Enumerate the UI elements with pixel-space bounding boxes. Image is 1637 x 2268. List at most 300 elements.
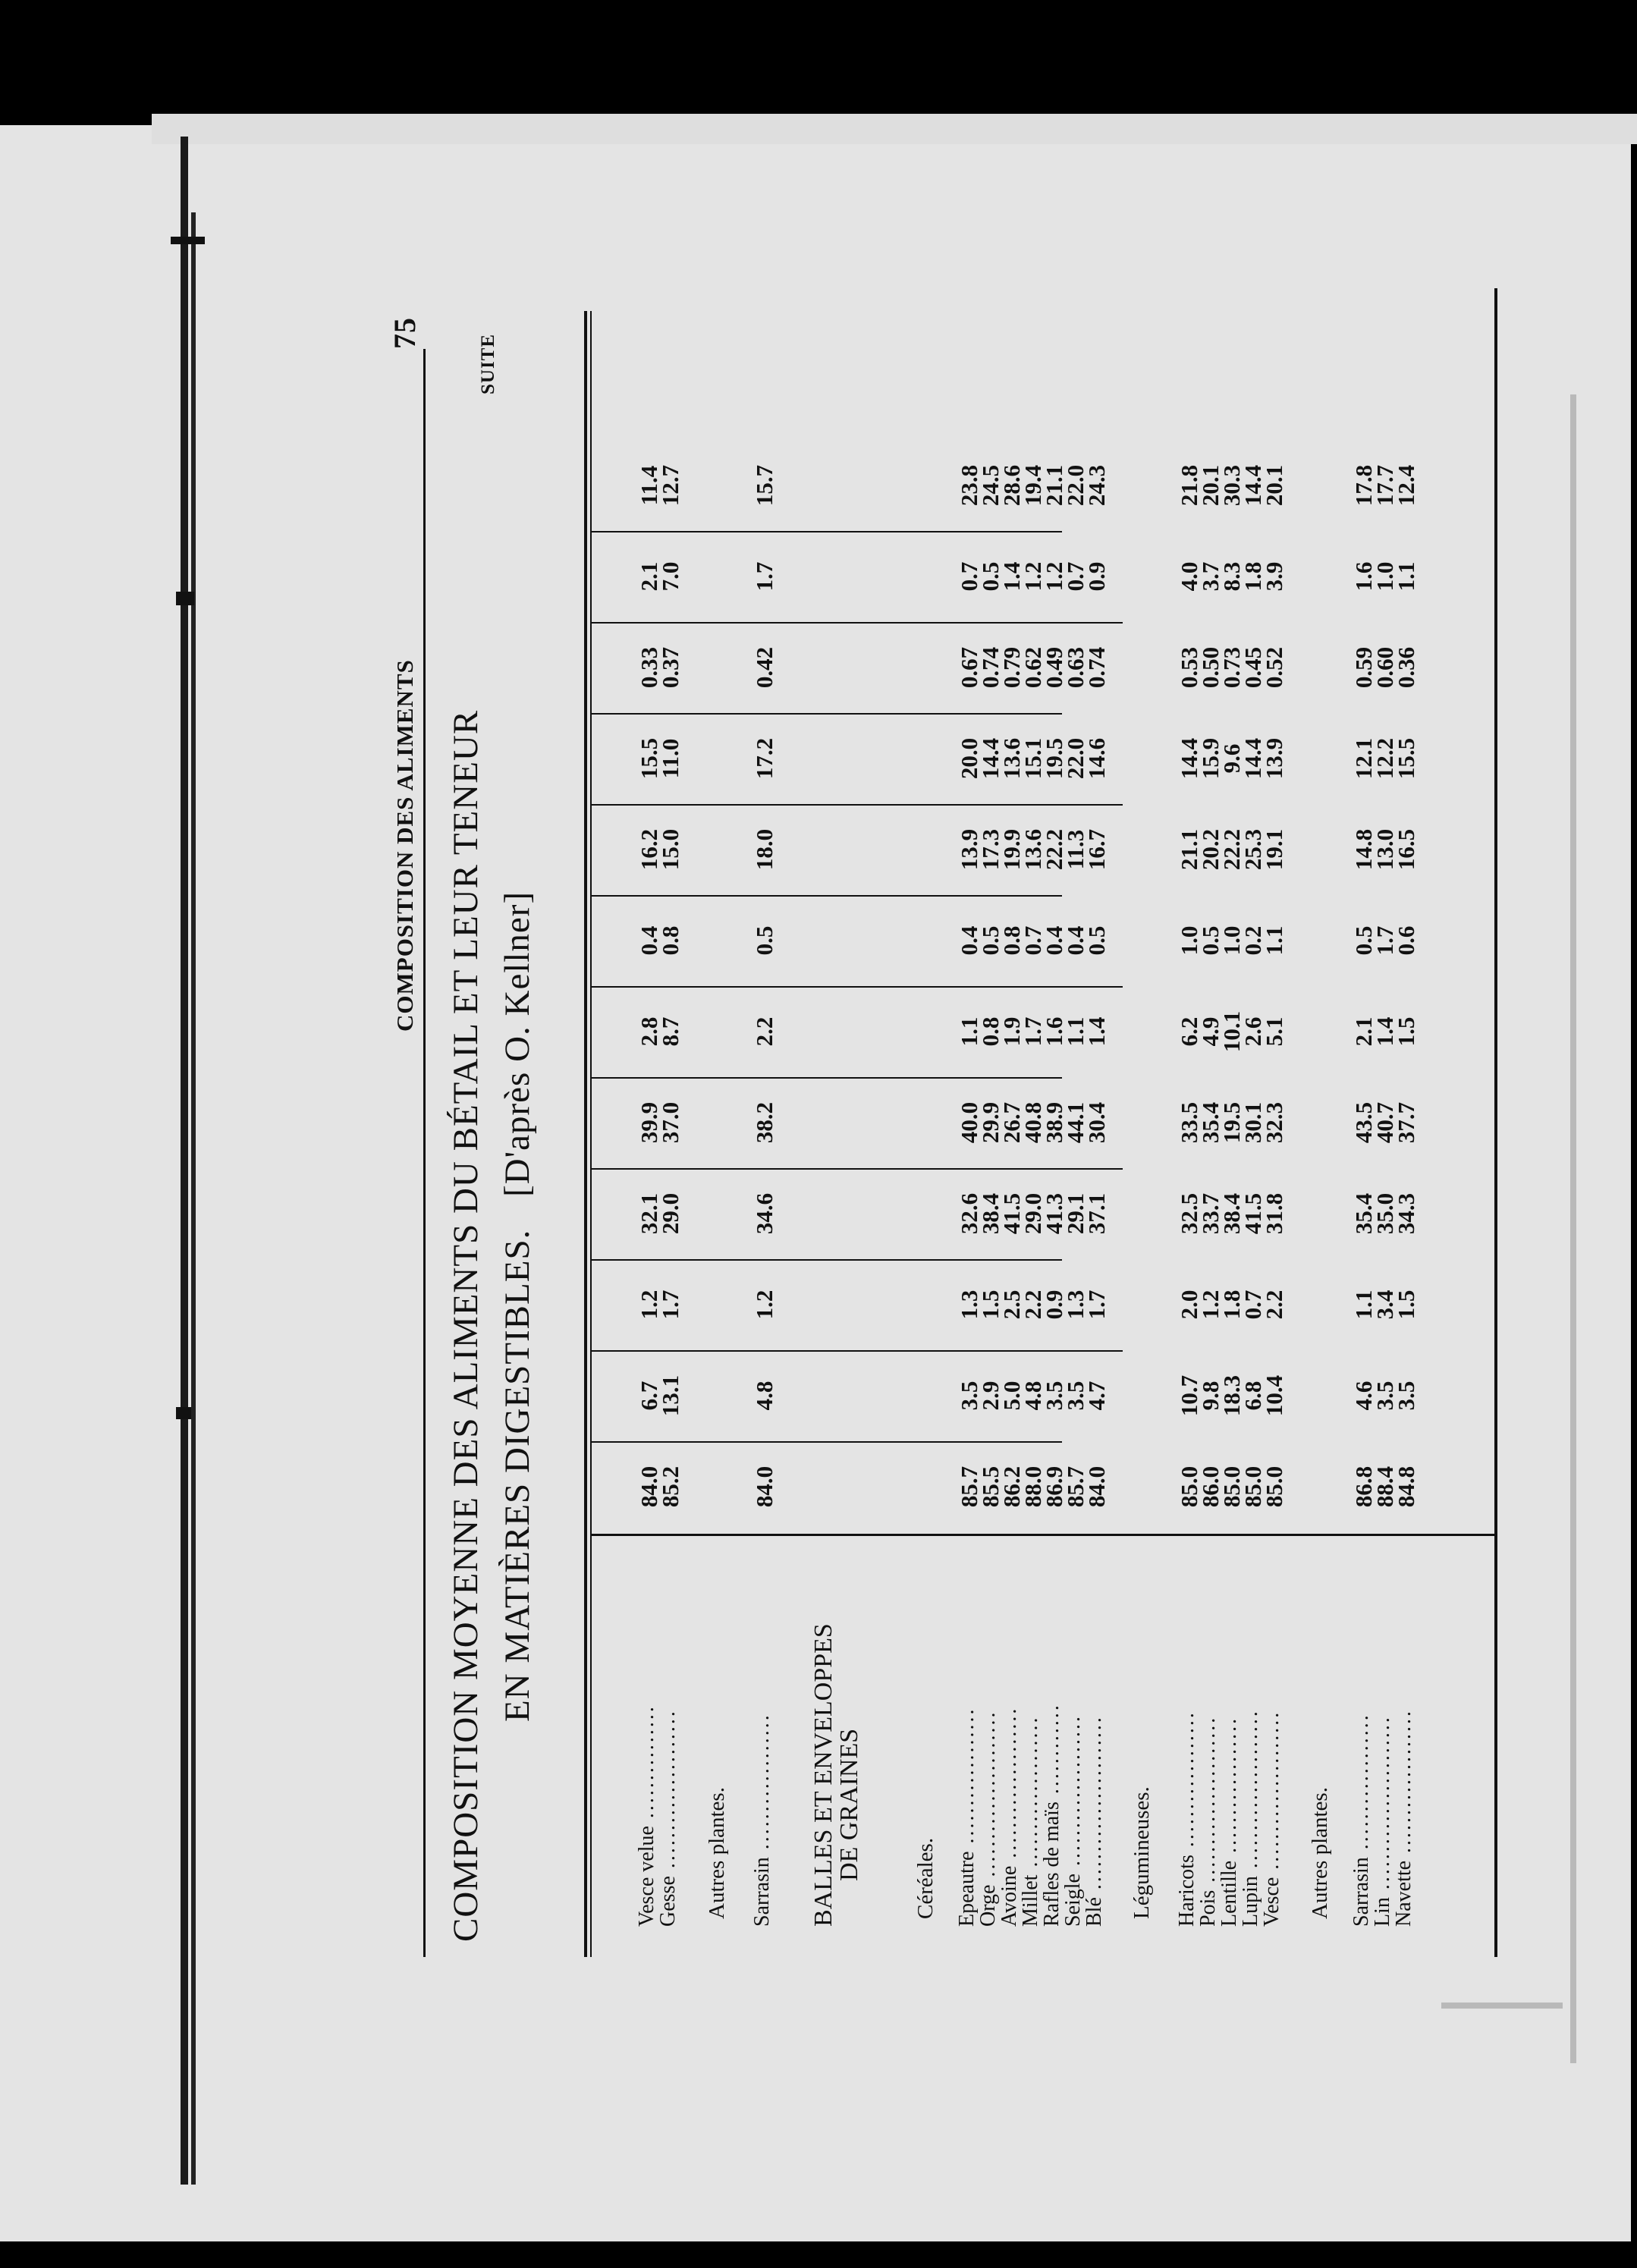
table-cell: 22.2	[1218, 828, 1245, 871]
table-cell: 0.79	[998, 646, 1025, 689]
table-cell: 38.2	[751, 1101, 778, 1144]
row-label-text: Avoine	[998, 1865, 1021, 1927]
table-cell: 1.0	[1176, 925, 1202, 956]
table-cell: 11.4	[636, 465, 662, 506]
table-cell: 2.0	[1176, 1289, 1202, 1320]
table-cell: 1.5	[1393, 1289, 1419, 1320]
row-label-text: Haricots	[1175, 1855, 1199, 1927]
table-title-line2: EN MATIÈRES DIGESTIBLES.	[498, 1229, 537, 1722]
table-cell: 0.8	[998, 925, 1025, 956]
table-cell: 0.53	[1176, 646, 1202, 689]
table-cell: 1.7	[1083, 1289, 1110, 1320]
table-cell: 16.2	[636, 828, 662, 871]
row-label	[1083, 1715, 1106, 1927]
table-cell: 0.74	[977, 646, 1004, 689]
table-cell: 30.3	[1218, 464, 1245, 507]
table-cell: 2.2	[751, 1016, 778, 1047]
table-cell: 3.5	[1041, 1381, 1067, 1411]
table-cell: 18.0	[751, 828, 778, 871]
row-label-text: Lupin	[1239, 1876, 1262, 1927]
table-cell: 25.3	[1240, 828, 1266, 871]
table-cell: 3.5	[1062, 1381, 1089, 1411]
row-label-text: BALLES ET ENVELOPPES	[809, 1623, 837, 1927]
table-cell: 13.0	[1371, 828, 1398, 871]
table-cell: 15.5	[1393, 737, 1419, 780]
table-cell: 85.0	[1218, 1465, 1245, 1508]
row-label	[751, 1713, 774, 1927]
table-cell: 21.8	[1176, 464, 1202, 507]
table-cell: 20.0	[956, 737, 982, 780]
table-cell: 2.6	[1240, 1016, 1266, 1047]
row-label-text: Seigle	[1061, 1874, 1085, 1927]
table-cell: 13.1	[657, 1374, 683, 1417]
column-rule	[592, 986, 1123, 988]
table-cell: 20.1	[1261, 464, 1287, 507]
table-cell: 88.4	[1371, 1465, 1398, 1508]
table-cell: 1.6	[1041, 1016, 1067, 1047]
table-cell: 4.0	[1176, 561, 1202, 592]
column-rule	[592, 895, 1062, 897]
table-cell: 14.4	[1240, 464, 1266, 507]
table-cell: 13.6	[998, 737, 1025, 780]
leader-dots: .......................	[1082, 1715, 1106, 1898]
table-cell: 0.62	[1020, 646, 1046, 689]
row-label-text: Pois	[1196, 1889, 1220, 1927]
table-cell: 40.8	[1020, 1101, 1046, 1144]
row-label-text: Epeautre	[955, 1851, 979, 1927]
table-cell: 20.1	[1197, 464, 1224, 507]
table-cell: 2.1	[1350, 1016, 1377, 1047]
table-cell: 38.4	[1218, 1192, 1245, 1235]
table-cell: 19.4	[1020, 464, 1046, 507]
row-label-text: Sarrasin	[750, 1857, 774, 1927]
row-label	[1350, 1713, 1373, 1927]
table-cell: 2.2	[1020, 1289, 1046, 1320]
table-cell: 44.1	[1062, 1101, 1089, 1144]
table-cell: 0.49	[1041, 646, 1067, 689]
table-cell: 1.8	[1240, 561, 1266, 592]
leader-dots: ....................	[998, 1706, 1021, 1866]
table-cell: 35.4	[1197, 1101, 1224, 1144]
row-label	[998, 1707, 1021, 1927]
section-heading	[836, 1729, 866, 1881]
table-cell: 41.5	[1240, 1192, 1266, 1235]
table-cell: 5.1	[1261, 1016, 1287, 1047]
table-cell: 1.8	[1218, 1289, 1245, 1320]
table-cell: 32.5	[1176, 1192, 1202, 1235]
table-bottom-rule	[1494, 288, 1497, 1957]
row-label-text: Lentille	[1218, 1860, 1241, 1927]
table-cell: 1.2	[1197, 1289, 1224, 1320]
column-rule	[592, 531, 1062, 532]
table-cell: 37.0	[657, 1101, 683, 1144]
table-cell: 1.0	[1218, 925, 1245, 956]
table-cell: 7.0	[657, 561, 683, 592]
row-label-text: Gesse	[656, 1876, 680, 1927]
table-cell: 0.50	[1197, 646, 1224, 689]
table-cell: 1.2	[636, 1289, 662, 1320]
table-cell: 38.4	[977, 1192, 1004, 1235]
table-cell: 26.7	[998, 1101, 1025, 1144]
row-label-text: Vesce velue	[635, 1826, 658, 1927]
table-cell: 84.0	[1083, 1465, 1110, 1508]
leader-dots: ..................	[955, 1707, 979, 1852]
row-label-text: Millet	[1019, 1874, 1042, 1927]
table-cell: 3.9	[1261, 561, 1287, 592]
table-cell: 0.5	[751, 925, 778, 956]
table-cell: 3.7	[1197, 561, 1224, 592]
table-cell: 11.3	[1062, 829, 1089, 870]
table-cell: 0.6	[1393, 925, 1419, 956]
table-cell: 0.4	[1062, 925, 1089, 956]
table-cell: 85.0	[1261, 1465, 1287, 1508]
page-crop-line	[1570, 394, 1576, 2063]
table-cell: 1.9	[998, 1016, 1025, 1047]
leader-dots: .....................	[1239, 1709, 1262, 1877]
table-cell: 23.8	[956, 464, 982, 507]
table-cell: 14.4	[1240, 737, 1266, 780]
table-cell: 86.2	[998, 1465, 1025, 1508]
table-cell: 85.0	[1176, 1465, 1202, 1508]
table-cell: 85.7	[956, 1465, 982, 1508]
table-cell: 0.9	[1041, 1289, 1067, 1320]
leader-dots: ...............	[635, 1704, 658, 1827]
table-cell: 10.7	[1176, 1374, 1202, 1417]
section-heading	[1309, 1787, 1331, 1919]
page-top-edge	[152, 114, 1637, 144]
table-cell: 1.1	[956, 1016, 982, 1047]
table-cell: 0.42	[751, 646, 778, 689]
row-label-text: Sarrasin	[1350, 1857, 1373, 1927]
table-cell: 15.5	[636, 737, 662, 780]
table-cell: 16.7	[1083, 828, 1110, 871]
table-cell: 30.1	[1240, 1101, 1266, 1144]
table-cell: 0.33	[636, 646, 662, 689]
row-label	[657, 1709, 680, 1927]
table-cell: 21.1	[1041, 464, 1067, 507]
leader-dots: .......................	[1371, 1715, 1394, 1898]
table-cell: 0.60	[1371, 646, 1398, 689]
column-rule	[592, 1077, 1062, 1079]
table-cell: 19.5	[1218, 1101, 1245, 1144]
table-cell: 2.8	[636, 1016, 662, 1047]
table-cell: 12.1	[1350, 737, 1377, 780]
gutter-tick	[176, 1407, 191, 1419]
table-cell: 2.2	[1261, 1289, 1287, 1320]
table-cell: 85.5	[977, 1465, 1004, 1508]
leader-dots: .....................	[1260, 1710, 1284, 1877]
table-cell: 14.6	[1083, 737, 1110, 780]
row-label-text: Lin	[1371, 1897, 1394, 1927]
table-cell: 1.1	[1062, 1016, 1089, 1047]
table-cell: 35.4	[1350, 1192, 1377, 1235]
table-cell: 0.7	[1020, 925, 1046, 956]
table-cell: 3.5	[956, 1381, 982, 1411]
running-head-title: COMPOSITION DES ALIMENTS	[391, 659, 418, 1032]
table-cell: 37.7	[1393, 1101, 1419, 1144]
row-label	[1240, 1709, 1262, 1927]
table-cell: 1.7	[1020, 1016, 1046, 1047]
table-cell: 15.9	[1197, 737, 1224, 780]
table-cell: 29.0	[1020, 1192, 1046, 1235]
table-cell: 33.5	[1176, 1101, 1202, 1144]
table-source: [D'après O. Kellner]	[498, 891, 537, 1197]
table-top-rule	[584, 311, 587, 1957]
table-cell: 2.1	[636, 561, 662, 592]
table-cell: 40.0	[956, 1101, 982, 1144]
row-label	[636, 1704, 658, 1927]
table-cell: 16.5	[1393, 828, 1419, 871]
table-cell: 0.5	[977, 561, 1004, 592]
table-cell: 18.3	[1218, 1374, 1245, 1417]
column-rule	[592, 804, 1123, 806]
table-cell: 34.3	[1393, 1192, 1419, 1235]
table-cell: 0.63	[1062, 646, 1089, 689]
table-cell: 33.7	[1197, 1192, 1224, 1235]
table-cell: 30.4	[1083, 1101, 1110, 1144]
table-cell: 29.0	[657, 1192, 683, 1235]
table-cell: 19.5	[1041, 737, 1067, 780]
table-cell: 12.4	[1393, 464, 1419, 507]
row-label-text: Autres plantes.	[705, 1787, 729, 1919]
header-rule	[423, 349, 426, 1957]
table-cell: 1.5	[977, 1289, 1004, 1320]
table-cell: 0.4	[1041, 925, 1067, 956]
page-number: 75	[388, 317, 422, 349]
table-cell: 9.8	[1197, 1381, 1224, 1411]
table-cell: 31.8	[1261, 1192, 1287, 1235]
table-cell: 5.0	[998, 1381, 1025, 1411]
table-cell: 88.0	[1020, 1465, 1046, 1508]
table-cell: 1.3	[956, 1289, 982, 1320]
row-label-text: Céréales.	[913, 1837, 938, 1919]
table-cell: 0.45	[1240, 646, 1266, 689]
table-cell: 1.5	[1393, 1016, 1419, 1047]
table-cell: 32.1	[636, 1192, 662, 1235]
label-divider-rule	[592, 1534, 1494, 1536]
leader-dots: ............	[1040, 1703, 1064, 1802]
row-label-text: Orge	[976, 1884, 1000, 1927]
row-label-text: Légumineuses.	[1130, 1786, 1154, 1919]
table-cell: 1.4	[1371, 1016, 1398, 1047]
table-cell: 37.1	[1083, 1192, 1110, 1235]
suite-label: SUITE	[478, 333, 498, 394]
table-cell: 22.0	[1062, 737, 1089, 780]
table-cell: 38.9	[1041, 1101, 1067, 1144]
table-cell: 19.1	[1261, 828, 1287, 871]
table-cell: 15.0	[657, 828, 683, 871]
table-cell: 41.5	[998, 1192, 1025, 1235]
table-cell: 0.4	[956, 925, 982, 956]
table-cell: 1.2	[751, 1289, 778, 1320]
leader-dots: ..................	[1350, 1713, 1373, 1858]
table-cell: 1.2	[1020, 561, 1046, 592]
table-cell: 20.2	[1197, 828, 1224, 871]
table-cell: 85.7	[1062, 1465, 1089, 1508]
table-cell: 34.6	[751, 1192, 778, 1235]
table-cell: 14.8	[1350, 828, 1377, 871]
table-cell: 6.8	[1240, 1381, 1266, 1411]
column-rule	[592, 1168, 1123, 1170]
table-cell: 22.0	[1062, 464, 1089, 507]
table-cell: 1.7	[751, 561, 778, 592]
table-cell: 3.5	[1371, 1381, 1398, 1411]
row-label-text: Blé	[1082, 1897, 1106, 1927]
table-cell: 86.0	[1197, 1465, 1224, 1508]
table-title-line1: COMPOSITION MOYENNE DES ALIMENTS DU BÉTAIL ET LEUR TENEUR	[446, 709, 485, 1942]
table-cell: 17.3	[977, 828, 1004, 871]
table-cell: 17.7	[1371, 464, 1398, 507]
table-cell: 0.52	[1261, 646, 1287, 689]
table-cell: 41.3	[1041, 1192, 1067, 1235]
leader-dots: ....................	[1061, 1714, 1085, 1874]
table-cell: 3.4	[1371, 1289, 1398, 1320]
table-cell: 0.67	[956, 646, 982, 689]
leader-dots: ..................	[1218, 1716, 1241, 1861]
row-label	[1041, 1703, 1064, 1927]
column-rule	[592, 622, 1123, 624]
table-top-rule-thin	[590, 311, 592, 1957]
row-label-text: Autres plantes.	[1308, 1787, 1332, 1919]
table-cell: 8.7	[657, 1016, 683, 1047]
gutter-tick	[171, 237, 205, 244]
table-cell: 86.9	[1041, 1465, 1067, 1508]
table-cell: 11.0	[657, 738, 683, 779]
row-label	[956, 1707, 979, 1927]
leader-dots: ..................	[750, 1713, 774, 1858]
table-cell: 84.0	[751, 1465, 778, 1508]
table-cell: 1.1	[1261, 925, 1287, 956]
table-cell: 0.37	[657, 646, 683, 689]
row-label	[1261, 1710, 1284, 1927]
table-cell: 1.1	[1350, 1289, 1377, 1320]
table-cell: 12.7	[657, 464, 683, 507]
table-cell: 2.5	[998, 1289, 1025, 1320]
column-rule	[592, 1350, 1123, 1352]
table-cell: 0.5	[1083, 925, 1110, 956]
row-label	[1062, 1714, 1085, 1927]
table-cell: 85.2	[657, 1465, 683, 1508]
row-label-text: Rafles de maïs	[1040, 1802, 1064, 1927]
table-cell: 1.4	[1083, 1016, 1110, 1047]
table-cell: 15.7	[751, 464, 778, 507]
table-cell: 3.5	[1393, 1381, 1419, 1411]
row-label-text: Vesce	[1260, 1877, 1284, 1927]
row-label	[1218, 1717, 1241, 1927]
table-cell: 17.8	[1350, 464, 1377, 507]
table-cell: 10.1	[1218, 1010, 1245, 1053]
row-label	[1371, 1715, 1394, 1927]
binding-gutter-shadow	[191, 212, 196, 2185]
leader-dots: .....................	[656, 1709, 680, 1877]
column-rule	[592, 1259, 1062, 1261]
table-cell: 1.4	[998, 561, 1025, 592]
table-cell: 40.7	[1371, 1101, 1398, 1144]
table-cell: 84.8	[1393, 1465, 1419, 1508]
gutter-tick	[176, 592, 194, 605]
row-label	[977, 1710, 1000, 1927]
table-cell: 14.4	[977, 737, 1004, 780]
table-cell: 0.8	[657, 925, 683, 956]
column-rule	[592, 1441, 1062, 1443]
section-heading	[705, 1787, 728, 1919]
table-cell: 13.9	[956, 828, 982, 871]
table-cell: 1.2	[1041, 561, 1067, 592]
column-rule	[592, 713, 1062, 715]
table-cell: 0.7	[1062, 561, 1089, 592]
row-label	[1393, 1709, 1415, 1927]
leader-dots: ..................	[1175, 1710, 1199, 1855]
table-cell: 28.6	[998, 464, 1025, 507]
table-cell: 32.3	[1261, 1101, 1287, 1144]
row-label	[1197, 1716, 1220, 1927]
binding-gutter-line	[181, 137, 188, 2185]
leader-dots: ....................	[1019, 1715, 1042, 1875]
table-cell: 8.3	[1218, 561, 1245, 592]
table-cell: 1.7	[657, 1289, 683, 1320]
rotated-table-page	[387, 288, 1517, 1972]
table-cell: 0.7	[1240, 1289, 1266, 1320]
table-cell: 24.5	[977, 464, 1004, 507]
table-cell: 86.8	[1350, 1465, 1377, 1508]
table-cell: 21.1	[1176, 828, 1202, 871]
table-cell: 29.9	[977, 1101, 1004, 1144]
table-title	[440, 349, 543, 1942]
table-cell: 13.9	[1261, 737, 1287, 780]
table-cell: 15.1	[1020, 737, 1046, 780]
section-heading	[1130, 1786, 1153, 1919]
table-cell: 0.36	[1393, 646, 1419, 689]
table-cell: 0.5	[1197, 925, 1224, 956]
table-cell: 4.9	[1197, 1016, 1224, 1047]
table-cell: 1.6	[1350, 561, 1377, 592]
table-cell: 0.73	[1218, 646, 1245, 689]
table-cell: 0.8	[977, 1016, 1004, 1047]
table-cell: 85.0	[1240, 1465, 1266, 1508]
table-cell: 4.6	[1350, 1381, 1377, 1411]
row-label	[1020, 1716, 1042, 1927]
table-cell: 0.9	[1083, 561, 1110, 592]
table-cell: 0.2	[1240, 925, 1266, 956]
table-cell: 0.4	[636, 925, 662, 956]
table-cell: 1.1	[1393, 561, 1419, 592]
table-cell: 84.0	[636, 1465, 662, 1508]
table-cell: 43.5	[1350, 1101, 1377, 1144]
table-cell: 6.2	[1176, 1016, 1202, 1047]
table-cell: 35.0	[1371, 1192, 1398, 1235]
table-cell: 29.1	[1062, 1192, 1089, 1235]
table-cell: 13.6	[1020, 828, 1046, 871]
table-cell: 4.8	[1020, 1381, 1046, 1411]
table-cell: 1.7	[1371, 925, 1398, 956]
table-cell: 39.9	[636, 1101, 662, 1144]
table-cell: 24.3	[1083, 464, 1110, 507]
table-cell: 19.9	[998, 828, 1025, 871]
table-cell: 9.6	[1218, 743, 1245, 774]
table-cell: 1.3	[1062, 1289, 1089, 1320]
table-cell: 0.74	[1083, 646, 1110, 689]
table-cell: 14.4	[1176, 737, 1202, 780]
table-cell: 17.2	[751, 737, 778, 780]
leader-dots: ...................	[1392, 1708, 1415, 1861]
page-crop-line	[1441, 2003, 1563, 2009]
table-cell: 10.4	[1261, 1374, 1287, 1417]
running-head	[387, 288, 425, 1972]
section-heading	[914, 1838, 937, 1919]
table-cell: 0.7	[956, 561, 982, 592]
table-cell: 22.2	[1041, 828, 1067, 871]
table-cell: 2.9	[977, 1381, 1004, 1411]
